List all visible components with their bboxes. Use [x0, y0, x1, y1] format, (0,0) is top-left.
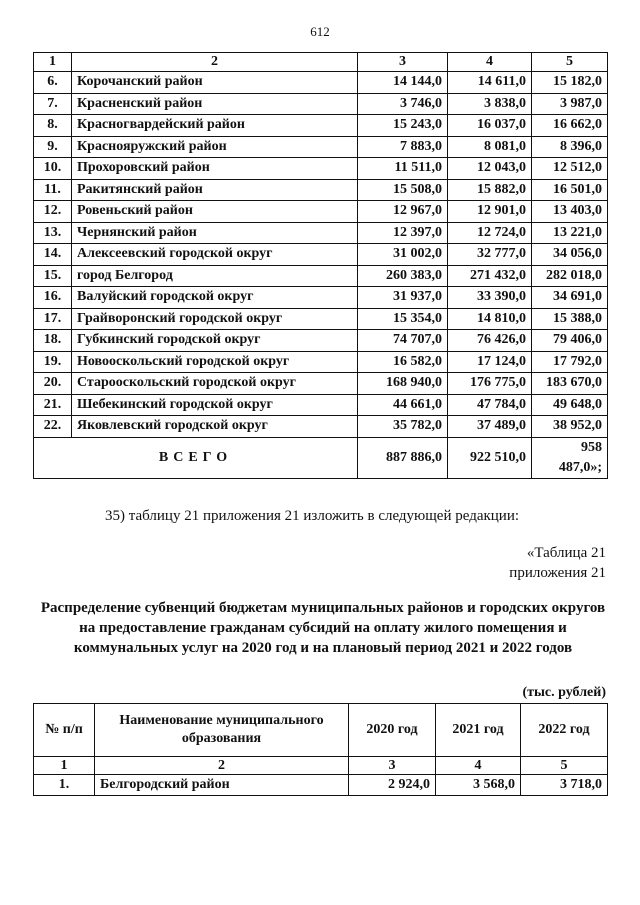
value-2021: 12 724,0: [448, 222, 532, 244]
municipality-name: Красногвардейский район: [72, 115, 358, 137]
table-row: [34, 287, 608, 309]
row-number: 6.: [34, 72, 72, 94]
row-number: 16.: [34, 287, 72, 309]
value-2020: 74 707,0: [358, 330, 448, 352]
row-number: 18.: [34, 330, 72, 352]
value-2020: 3 746,0: [358, 93, 448, 115]
table-row: [34, 265, 608, 287]
value-2020: 11 511,0: [358, 158, 448, 180]
table-row: [34, 115, 608, 137]
value-2020: 260 383,0: [358, 265, 448, 287]
table-row: [34, 158, 608, 180]
municipality-name: город Белгород: [72, 265, 358, 287]
table-row: [34, 72, 608, 94]
column-number: 5: [532, 53, 608, 72]
table-caption: [509, 543, 606, 583]
row-number: 1.: [34, 775, 95, 796]
value-2022: 282 018,0: [532, 265, 608, 287]
header-cell: 2022 год: [521, 704, 608, 757]
table-row: [34, 201, 608, 223]
total-v2021: 922 510,0: [448, 437, 532, 478]
column-number: 4: [436, 757, 521, 775]
header-cell: 2021 год: [436, 704, 521, 757]
row-number: 7.: [34, 93, 72, 115]
value-2020: 35 782,0: [358, 416, 448, 438]
value-2022: 34 691,0: [532, 287, 608, 309]
value-2020: 14 144,0: [358, 72, 448, 94]
value-2020: 168 940,0: [358, 373, 448, 395]
table-row: [34, 244, 608, 266]
value-2022: 34 056,0: [532, 244, 608, 266]
municipality-name: Грайворонский городской округ: [72, 308, 358, 330]
value-2020: 31 002,0: [358, 244, 448, 266]
value-2020: 2 924,0: [349, 775, 436, 796]
value-2021: 32 777,0: [448, 244, 532, 266]
header-cell: № п/п: [34, 704, 95, 757]
value-2022: 3 987,0: [532, 93, 608, 115]
municipality-name: Яковлевский городской округ: [72, 416, 358, 438]
total-v2022: 958 487,0»;: [532, 437, 608, 478]
value-2020: 12 967,0: [358, 201, 448, 223]
value-2021: 17 124,0: [448, 351, 532, 373]
value-2020: 44 661,0: [358, 394, 448, 416]
table-row: [34, 308, 608, 330]
value-2022: 16 501,0: [532, 179, 608, 201]
row-number: 11.: [34, 179, 72, 201]
municipality-name: Прохоровский район: [72, 158, 358, 180]
value-2022: 13 221,0: [532, 222, 608, 244]
column-number: 2: [95, 757, 349, 775]
header-row: [34, 704, 608, 757]
value-2022: 17 792,0: [532, 351, 608, 373]
municipality-name: Губкинский городской округ: [72, 330, 358, 352]
row-number: 9.: [34, 136, 72, 158]
column-number: 1: [34, 757, 95, 775]
value-2021: 15 882,0: [448, 179, 532, 201]
value-2021: 12 901,0: [448, 201, 532, 223]
subvention-table-continued: [33, 52, 608, 479]
page-number: 612: [310, 24, 330, 39]
table-caption-line: «Таблица 21: [526, 545, 606, 561]
value-2022: 12 512,0: [532, 158, 608, 180]
column-number: 4: [448, 53, 532, 72]
value-2020: 15 243,0: [358, 115, 448, 137]
subvention-table-21: [33, 703, 608, 796]
row-number: 21.: [34, 394, 72, 416]
municipality-name: Красненский район: [72, 93, 358, 115]
value-2022: 13 403,0: [532, 201, 608, 223]
row-number: 19.: [34, 351, 72, 373]
value-2022: 38 952,0: [532, 416, 608, 438]
value-2021: 37 489,0: [448, 416, 532, 438]
table-row: [34, 136, 608, 158]
value-2021: 14 810,0: [448, 308, 532, 330]
value-2021: 76 426,0: [448, 330, 532, 352]
municipality-name: Валуйский городской округ: [72, 287, 358, 309]
header-cell: 2020 год: [349, 704, 436, 757]
value-2020: 15 508,0: [358, 179, 448, 201]
row-number: 8.: [34, 115, 72, 137]
value-2021: 14 611,0: [448, 72, 532, 94]
row-number: 12.: [34, 201, 72, 223]
row-number: 14.: [34, 244, 72, 266]
value-2021: 3 568,0: [436, 775, 521, 796]
municipality-name: Корочанский район: [72, 72, 358, 94]
amendment-paragraph: 35) таблицу 21 приложения 21 изложить в следующей редакции:: [105, 508, 520, 524]
column-number: 3: [358, 53, 448, 72]
table-row: [34, 394, 608, 416]
value-2022: 3 718,0: [521, 775, 608, 796]
municipality-name: Новооскольский городской округ: [72, 351, 358, 373]
municipality-name: Краснояружский район: [72, 136, 358, 158]
municipality-name: Шебекинский городской округ: [72, 394, 358, 416]
municipality-name: Старооскольский городской округ: [72, 373, 358, 395]
column-number: 5: [521, 757, 608, 775]
value-2022: 79 406,0: [532, 330, 608, 352]
value-2021: 33 390,0: [448, 287, 532, 309]
value-2020: 16 582,0: [358, 351, 448, 373]
value-2022: 16 662,0: [532, 115, 608, 137]
table-row: [34, 222, 608, 244]
value-2020: 12 397,0: [358, 222, 448, 244]
table-row: [34, 775, 608, 796]
column-number: 3: [349, 757, 436, 775]
municipality-name: Алексеевский городской округ: [72, 244, 358, 266]
value-2020: 31 937,0: [358, 287, 448, 309]
row-number: 22.: [34, 416, 72, 438]
table-caption-line: приложения 21: [509, 565, 606, 581]
value-2022: 15 182,0: [532, 72, 608, 94]
value-2021: 16 037,0: [448, 115, 532, 137]
column-number-row: [34, 53, 608, 72]
total-label: ВСЕГО: [34, 437, 358, 478]
row-number: 20.: [34, 373, 72, 395]
value-2021: 12 043,0: [448, 158, 532, 180]
row-number: 13.: [34, 222, 72, 244]
row-number: 10.: [34, 158, 72, 180]
table-row: [34, 93, 608, 115]
table-row: [34, 330, 608, 352]
value-2021: 3 838,0: [448, 93, 532, 115]
municipality-name: Чернянский район: [72, 222, 358, 244]
table-row: [34, 373, 608, 395]
units-label: (тыс. рублей): [522, 685, 606, 700]
value-2021: 47 784,0: [448, 394, 532, 416]
table-title: Распределение субвенций бюджетам муниципальных районов и городских округов на предоставление гражданам субсидий на оплату жилого помещения и коммунальных услуг на 2020 год и на плановый период 2021 и 2022 годов: [40, 600, 606, 656]
value-2022: 8 396,0: [532, 136, 608, 158]
value-2021: 271 432,0: [448, 265, 532, 287]
value-2022: 49 648,0: [532, 394, 608, 416]
table-row: [34, 179, 608, 201]
municipality-name: Ровеньский район: [72, 201, 358, 223]
total-v2020: 887 886,0: [358, 437, 448, 478]
municipality-name: Белгородский район: [95, 775, 349, 796]
value-2022: 15 388,0: [532, 308, 608, 330]
total-row: [34, 437, 608, 478]
header-cell: Наименование муниципального образования: [95, 704, 349, 757]
row-number: 15.: [34, 265, 72, 287]
value-2020: 15 354,0: [358, 308, 448, 330]
column-number-row: [34, 757, 608, 775]
table-row: [34, 416, 608, 438]
column-number: 2: [72, 53, 358, 72]
table-row: [34, 351, 608, 373]
value-2020: 7 883,0: [358, 136, 448, 158]
value-2021: 8 081,0: [448, 136, 532, 158]
value-2022: 183 670,0: [532, 373, 608, 395]
column-number: 1: [34, 53, 72, 72]
municipality-name: Ракитянский район: [72, 179, 358, 201]
value-2021: 176 775,0: [448, 373, 532, 395]
row-number: 17.: [34, 308, 72, 330]
